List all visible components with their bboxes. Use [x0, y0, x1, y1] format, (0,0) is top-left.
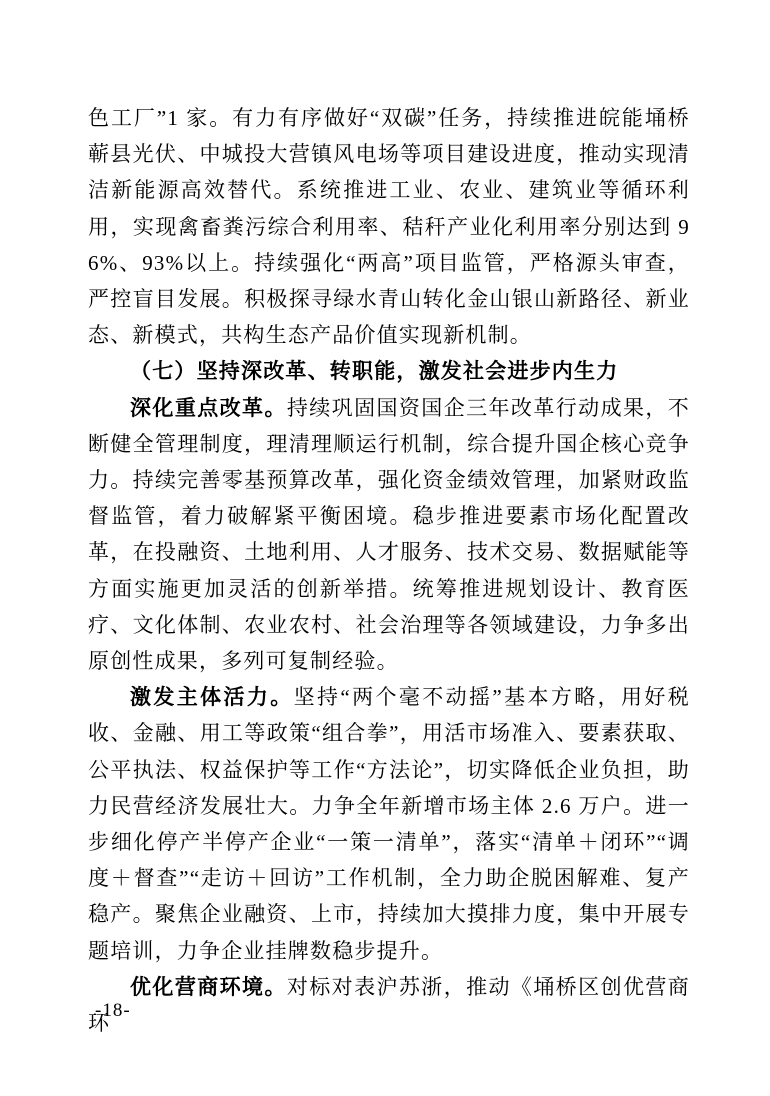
paragraph	[88, 679, 690, 969]
page-number: -18-	[95, 1000, 131, 1021]
paragraph-text: 色工厂”1 家。有力有序做好“双碳”任务，持续推进皖能埇桥蕲县光伏、中城投大营镇风电场等项目建设进度，推动实现清洁新能源高效替代。系统推进工业、农业、建筑业等循环利用，实现禽畜粪污综合利用率、秸秆产业化利用率分别达到 96%、93%以上。持续强化“两高”项目监管，严格源头审查，严控盲目发展。积极探寻绿水青山转化金山银山新路径、新业态、新模式，共构生态产品价值实现新机制。	[88, 106, 690, 348]
paragraph	[88, 100, 690, 353]
section-heading	[88, 353, 690, 389]
paragraph	[88, 969, 690, 1041]
paragraph-text: 坚持“两个毫不动摇”基本方略，用好税收、金融、用工等政策“组合拳”，用活市场准入、要素获取、公平执法、权益保护等工作“方法论”，切实降低企业负担，助力民营经济发展壮大。力争全年新增市场主体 2.6 万户。进一步细化停产半停产企业“一策一清单”，落实“清单＋闭环”“调度＋督查”“走访＋回访”工作机制，全力助企脱困解难、复产稳产。聚焦企业融资、上市，持续加大摸排力度，集中开展专题培训，力争企业挂牌数稳步提升。	[88, 685, 690, 963]
paragraph-lead: 优化营商环境。	[130, 974, 287, 999]
paragraph-lead: 激发主体活力。	[130, 685, 294, 710]
paragraph-lead: （七）坚持深改革、转职能，激发社会进步内生力	[130, 359, 619, 384]
paragraph-text: 持续巩固国资国企三年改革行动成果，不断健全管理制度，理清理顺运行机制，综合提升国企核心竞争力。持续完善零基预算改革，强化资金绩效管理，加紧财政监督监管，着力破解紧平衡困境。稳步推进要素市场化配置改革，在投融资、土地利用、人才服务、技术交易、数据赋能等方面实施更加灵活的创新举措。统筹推进规划设计、教育医疗、文化体制、农业农村、社会治理等各领域建设，力争多出原创性成果，多列可复制经验。	[88, 395, 690, 674]
paragraph	[88, 390, 690, 680]
paragraph-lead: 深化重点改革。	[130, 395, 287, 420]
document-body	[88, 100, 690, 1041]
paragraph-text: 对标对表沪苏浙，推动《埇桥区创优营商环	[88, 974, 690, 1036]
